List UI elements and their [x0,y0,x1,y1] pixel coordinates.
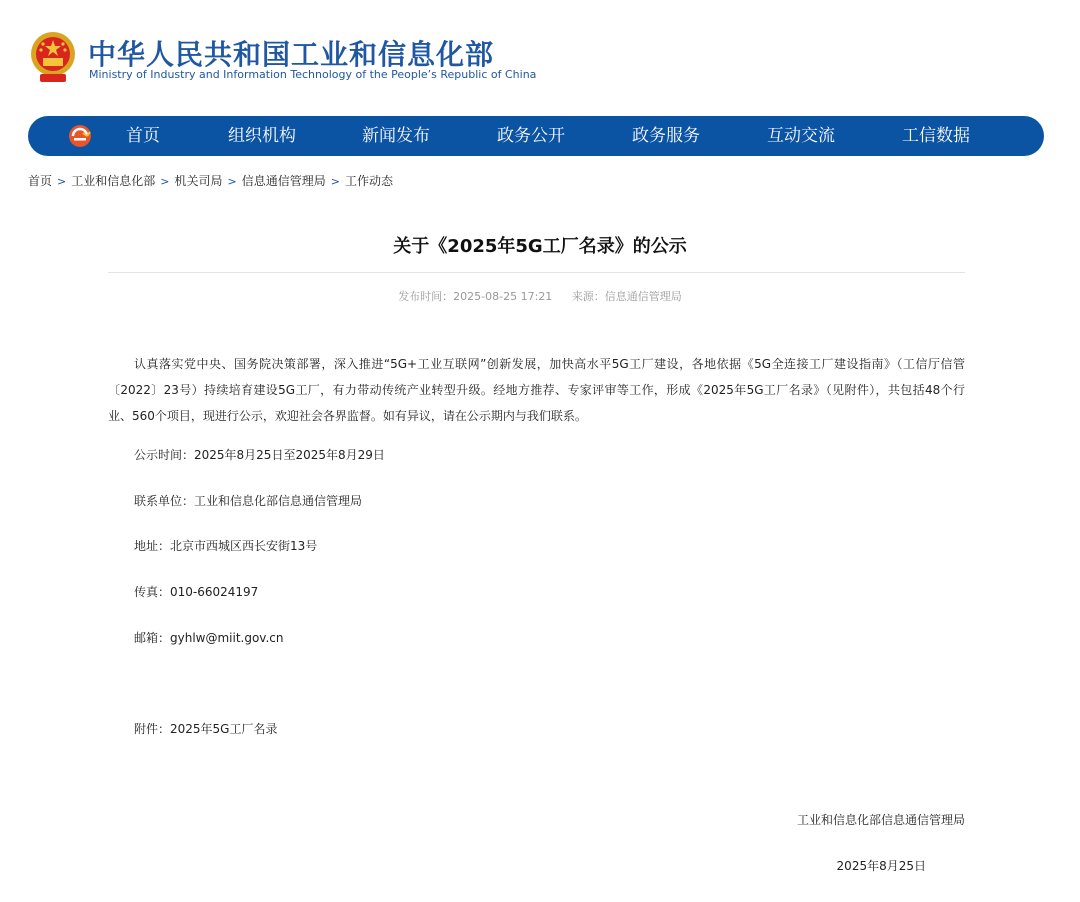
nav-item-government-services[interactable]: 政务服务 [632,126,700,146]
notice-period: 公示时间：2025年8月25日至2025年8月29日 [134,448,385,462]
nav-item-interaction[interactable]: 互动交流 [767,126,835,146]
attachment-link[interactable]: 附件：2025年5G工厂名录 [134,722,278,736]
contact-email: 邮箱：gyhlw@miit.gov.cn [134,631,284,645]
nav-item-home[interactable]: 首页 [126,126,160,146]
chevron-right-icon: > [160,175,170,188]
site-header [28,30,548,90]
breadcrumb-bureau[interactable]: 信息通信管理局 [241,174,326,188]
nav-item-government-affairs[interactable]: 政务公开 [497,126,565,146]
breadcrumb-home[interactable]: 首页 [28,174,53,188]
nav-item-organization[interactable]: 组织机构 [228,126,296,146]
national-emblem-icon[interactable] [28,30,78,84]
title-divider [108,272,965,273]
chevron-right-icon: > [330,175,340,188]
breadcrumb-departments[interactable]: 机关司局 [174,174,223,188]
chevron-right-icon: > [227,175,237,188]
breadcrumb [28,172,393,189]
signature-org: 工业和信息化部信息通信管理局 [796,813,965,827]
contact-fax: 传真：010-66024197 [134,585,259,599]
article-source: 来源：信息通信管理局 [571,290,682,303]
article-title: 关于《2025年5G工厂名录》的公示 [393,236,687,257]
main-nav [28,116,1044,156]
chevron-right-icon: > [57,175,67,188]
nav-item-news[interactable]: 新闻发布 [362,126,430,146]
signature-date: 2025年8月25日 [836,859,926,873]
contact-unit: 联系单位：工业和信息化部信息通信管理局 [134,494,363,508]
article-paragraph: 认真落实党中央、国务院决策部署，深入推进“5G+工业互联网”创新发展，加快高水平5G工厂建设，各地依据《5G全连接工厂建设指南》（工信厅信管〔2022〕23号）持续培育建设5G工厂，有力带动传统产业转型升级。经地方推荐、专家评审等工作，形成《2025年5G工厂名录》（见附件），共包括48个行业、560个项目，现进行公示，欢迎社会各界监督。如有异议，请在公示期内与我们联系。 [108,357,965,423]
article-meta [0,288,1080,304]
breadcrumb-ministry[interactable]: 工业和信息化部 [71,174,156,188]
nav-item-data[interactable]: 工信数据 [902,126,970,146]
publish-time: 发布时间：2025-08-25 17:21 [398,290,553,303]
site-title[interactable]: 中华人民共和国工业和信息化部 [88,38,495,71]
breadcrumb-work-news[interactable]: 工作动态 [344,174,393,188]
site-subtitle: Ministry of Industry and Information Technology of the People’s Republic of China [89,68,537,81]
contact-address: 地址：北京市西城区西长安街13号 [134,539,318,553]
